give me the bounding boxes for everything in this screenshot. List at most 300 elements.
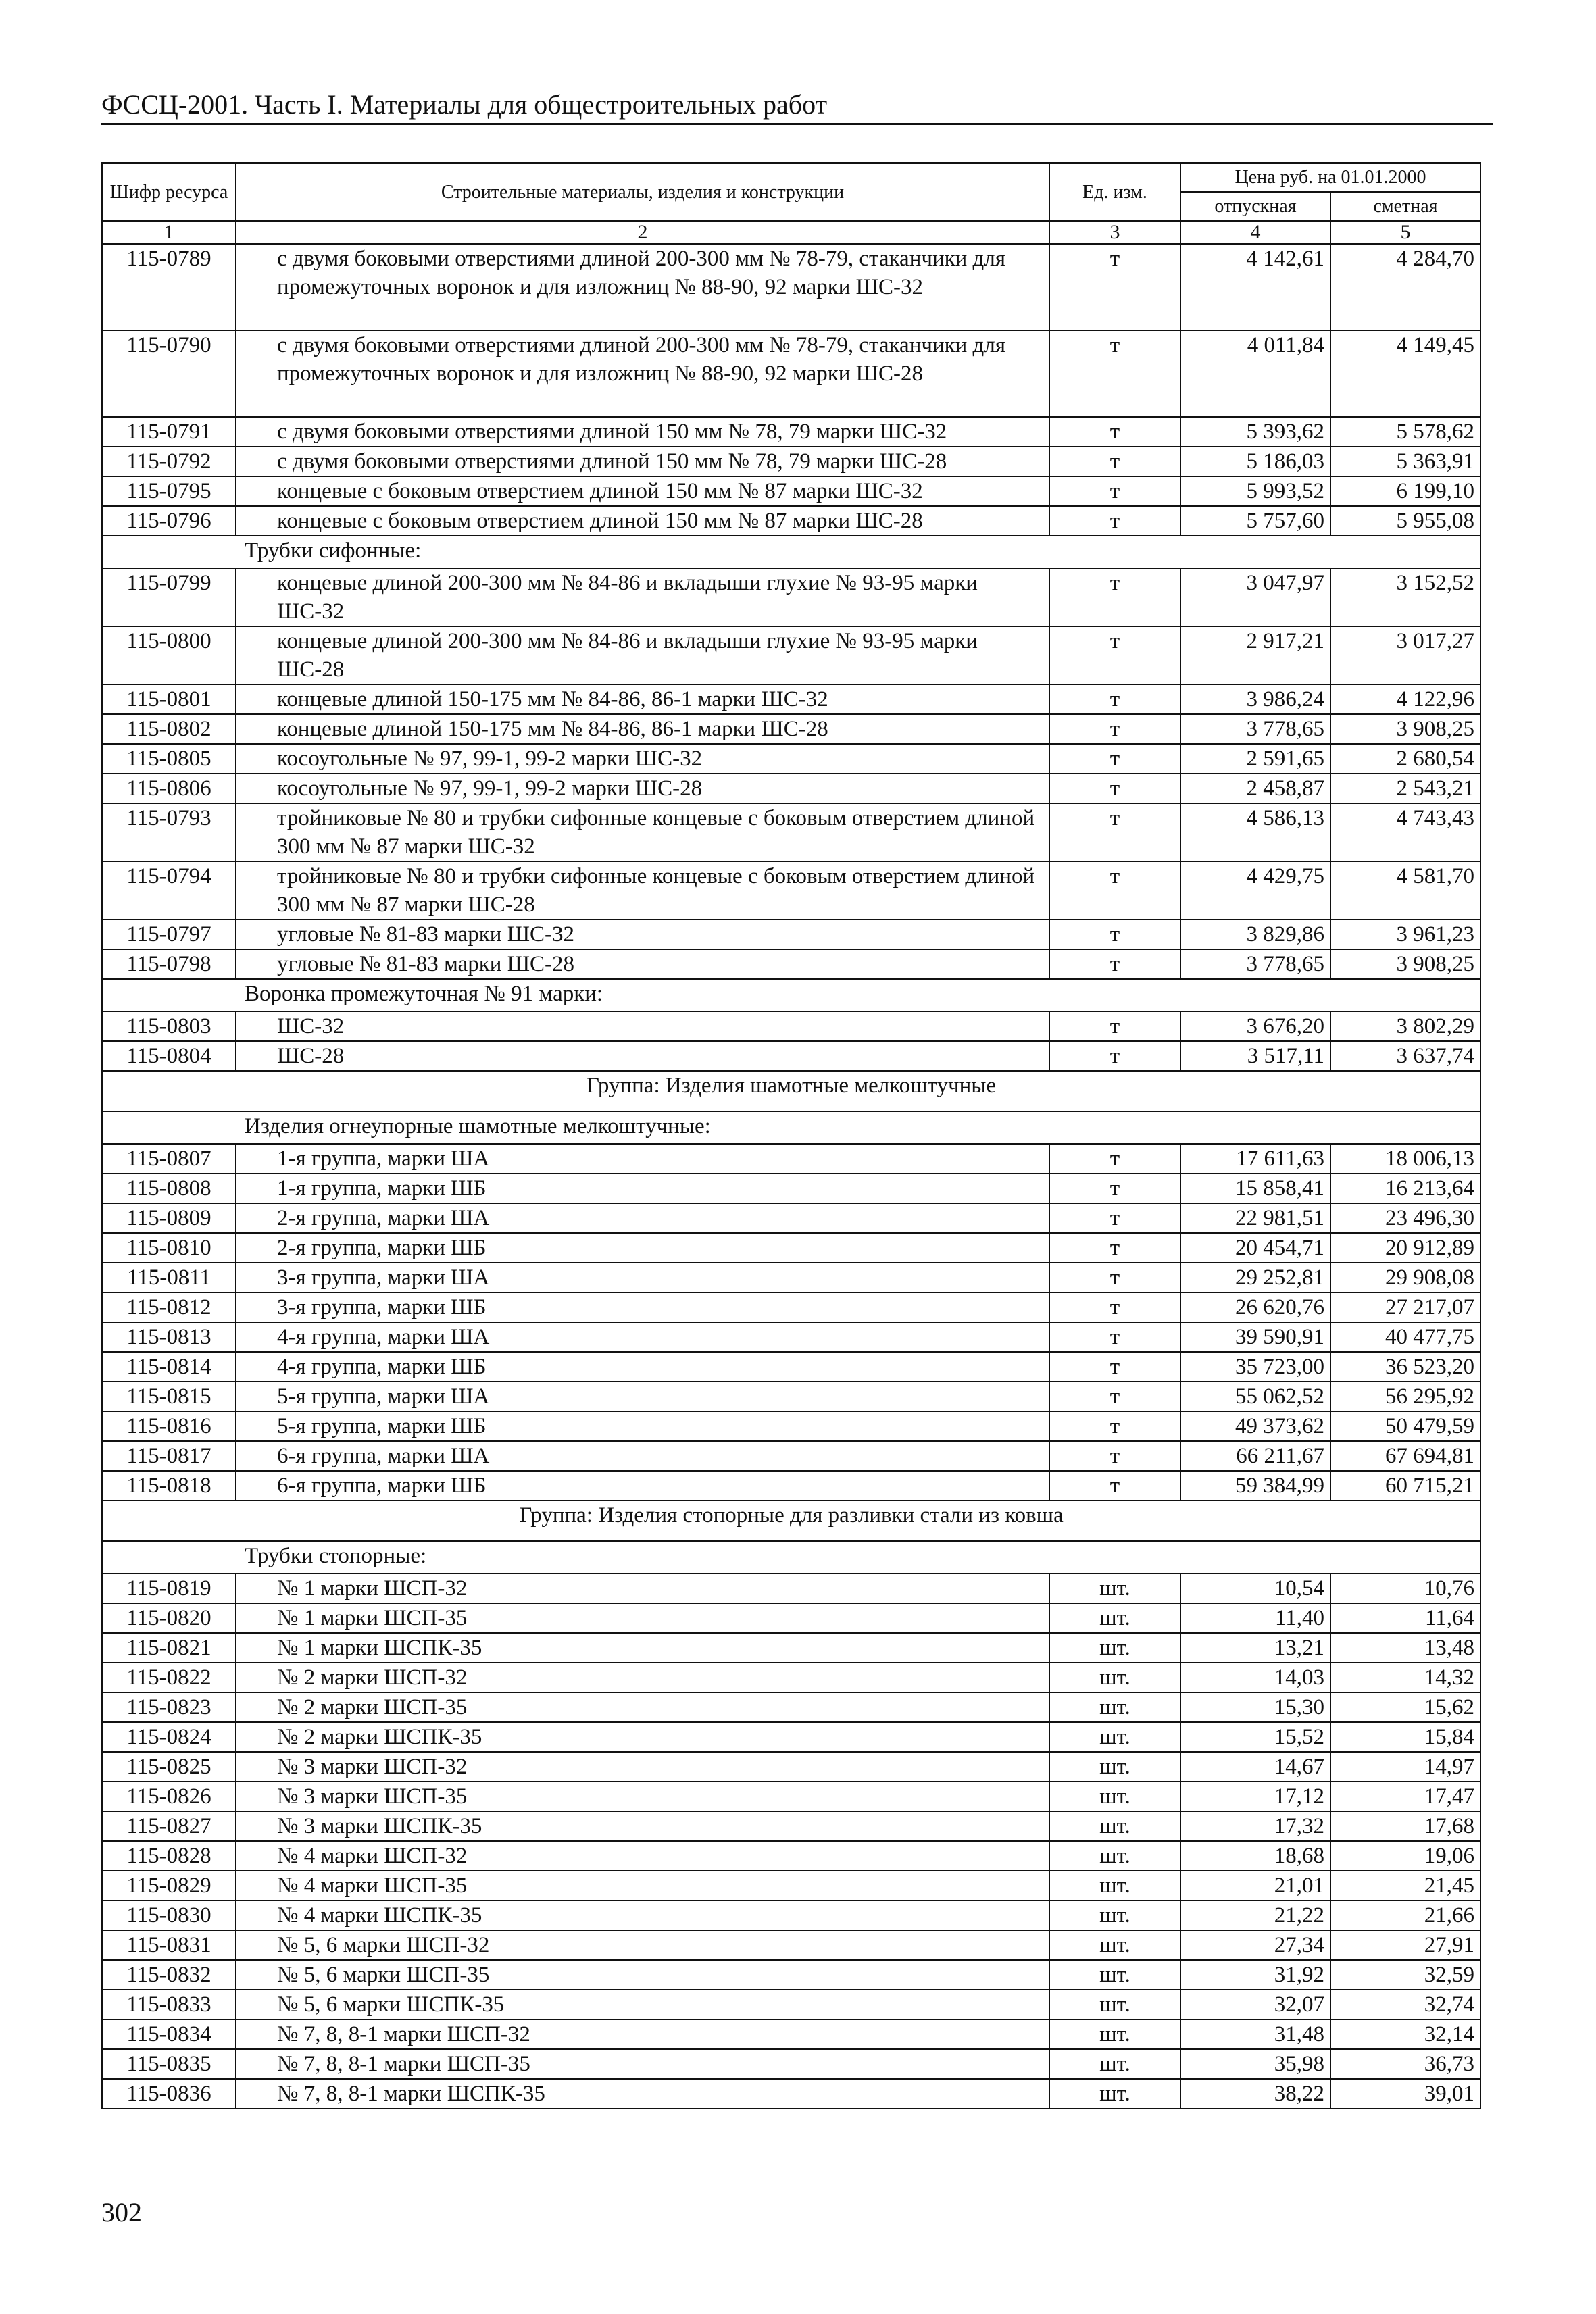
material-name-cell: с двумя боковыми отверстиями длиной 150 мм № 78, 79 марки ШС-28 <box>236 447 1049 476</box>
table-row <box>102 244 1480 330</box>
table-row <box>102 1263 1480 1292</box>
resource-code-cell: 115-0798 <box>102 949 236 979</box>
material-name-cell: ШС-32 <box>236 1011 1049 1041</box>
material-name-cell: с двумя боковыми отверстиями длиной 200-300 мм № 78-79, стаканчики для промежуточных воронок и для изложниц № 88-90, 92 марки ШС-32 <box>236 244 1049 330</box>
resource-code-cell: 115-0828 <box>102 1841 236 1871</box>
estimate-price-cell: 18 006,13 <box>1330 1144 1480 1174</box>
table-row <box>102 2079 1480 2109</box>
unit-cell: т <box>1049 1203 1180 1233</box>
estimate-price-cell: 14,32 <box>1330 1663 1480 1692</box>
table-row <box>102 684 1480 714</box>
column-number: 3 <box>1049 221 1180 244</box>
table-row <box>102 1203 1480 1233</box>
material-name-cell: 3-я группа, марки ШБ <box>236 1292 1049 1322</box>
unit-cell: т <box>1049 626 1180 684</box>
estimate-price-cell: 3 152,52 <box>1330 568 1480 626</box>
unit-cell: т <box>1049 1441 1180 1471</box>
column-number: 5 <box>1330 221 1480 244</box>
unit-cell: т <box>1049 568 1180 626</box>
resource-code-cell: 115-0789 <box>102 244 236 330</box>
resource-code-cell: 115-0816 <box>102 1411 236 1441</box>
estimate-price-cell: 10,76 <box>1330 1574 1480 1603</box>
estimate-price-cell: 11,64 <box>1330 1603 1480 1633</box>
unit-cell: т <box>1049 803 1180 861</box>
table-row <box>102 1292 1480 1322</box>
table-row <box>102 568 1480 626</box>
column-number: 4 <box>1180 221 1330 244</box>
release-price-cell: 2 458,87 <box>1180 774 1330 803</box>
table-row <box>102 1144 1480 1174</box>
header-code: Шифр ресурса <box>102 163 236 221</box>
table-row <box>102 1990 1480 2019</box>
unit-cell: т <box>1049 1041 1180 1071</box>
release-price-cell: 2 917,21 <box>1180 626 1330 684</box>
material-name-cell: концевые длиной 200-300 мм № 84-86 и вкладыши глухие № 93-95 марки ШС-32 <box>236 568 1049 626</box>
material-name-cell: № 1 марки ШСП-35 <box>236 1603 1049 1633</box>
table-row <box>102 1233 1480 1263</box>
release-price-cell: 5 993,52 <box>1180 476 1330 506</box>
unit-cell: т <box>1049 949 1180 979</box>
estimate-price-cell: 21,66 <box>1330 1901 1480 1930</box>
resource-code-cell: 115-0835 <box>102 2049 236 2079</box>
column-number: 1 <box>102 221 236 244</box>
material-name-cell: косоугольные № 97, 99-1, 99-2 марки ШС-28 <box>236 774 1049 803</box>
table-row <box>102 476 1480 506</box>
estimate-price-cell: 3 908,25 <box>1330 949 1480 979</box>
material-name-cell: № 4 марки ШСП-32 <box>236 1841 1049 1871</box>
material-name-cell: № 1 марки ШСПК-35 <box>236 1633 1049 1663</box>
unit-cell: шт. <box>1049 2049 1180 2079</box>
material-name-cell: косоугольные № 97, 99-1, 99-2 марки ШС-32 <box>236 744 1049 774</box>
material-name-cell: № 5, 6 марки ШСП-35 <box>236 1960 1049 1990</box>
table-body <box>102 244 1480 2109</box>
unit-cell: шт. <box>1049 1930 1180 1960</box>
release-price-cell: 27,34 <box>1180 1930 1330 1960</box>
material-name-cell: № 3 марки ШСПК-35 <box>236 1811 1049 1841</box>
table-row <box>102 1930 1480 1960</box>
release-price-cell: 5 757,60 <box>1180 506 1330 536</box>
unit-cell: т <box>1049 861 1180 920</box>
release-price-cell: 35,98 <box>1180 2049 1330 2079</box>
page-number: 302 <box>101 2197 142 2228</box>
release-price-cell: 18,68 <box>1180 1841 1330 1871</box>
group-title: Группа: Изделия шамотные мелкоштучные <box>102 1071 1480 1111</box>
resource-code-cell: 115-0801 <box>102 684 236 714</box>
material-name-cell: 1-я группа, марки ША <box>236 1144 1049 1174</box>
resource-code-cell: 115-0790 <box>102 330 236 417</box>
release-price-cell: 17,12 <box>1180 1782 1330 1811</box>
resource-code-cell: 115-0805 <box>102 744 236 774</box>
estimate-price-cell: 4 581,70 <box>1330 861 1480 920</box>
resource-code-cell: 115-0795 <box>102 476 236 506</box>
unit-cell: т <box>1049 1144 1180 1174</box>
table-row <box>102 1633 1480 1663</box>
unit-cell: т <box>1049 476 1180 506</box>
material-name-cell: № 1 марки ШСП-32 <box>236 1574 1049 1603</box>
release-price-cell: 21,01 <box>1180 1871 1330 1901</box>
unit-cell: шт. <box>1049 1841 1180 1871</box>
material-name-cell: 5-я группа, марки ШБ <box>236 1411 1049 1441</box>
header-unit: Ед. изм. <box>1049 163 1180 221</box>
table-row <box>102 330 1480 417</box>
table-row <box>102 1352 1480 1382</box>
unit-cell: т <box>1049 1174 1180 1203</box>
unit-cell: шт. <box>1049 1752 1180 1782</box>
unit-cell: шт. <box>1049 1871 1180 1901</box>
subgroup-title: Воронка промежуточная № 91 марки: <box>102 979 1480 1011</box>
unit-cell: т <box>1049 1382 1180 1411</box>
material-name-cell: концевые длиной 200-300 мм № 84-86 и вкладыши глухие № 93-95 марки ШС-28 <box>236 626 1049 684</box>
material-name-cell: ШС-28 <box>236 1041 1049 1071</box>
material-name-cell: № 5, 6 марки ШСП-32 <box>236 1930 1049 1960</box>
material-name-cell: 3-я группа, марки ША <box>236 1263 1049 1292</box>
estimate-price-cell: 40 477,75 <box>1330 1322 1480 1352</box>
table-row <box>102 1782 1480 1811</box>
resource-code-cell: 115-0821 <box>102 1633 236 1663</box>
release-price-cell: 66 211,67 <box>1180 1441 1330 1471</box>
estimate-price-cell: 56 295,92 <box>1330 1382 1480 1411</box>
release-price-cell: 17 611,63 <box>1180 1144 1330 1174</box>
material-name-cell: № 5, 6 марки ШСПК-35 <box>236 1990 1049 2019</box>
release-price-cell: 4 142,61 <box>1180 244 1330 330</box>
resource-code-cell: 115-0832 <box>102 1960 236 1990</box>
release-price-cell: 39 590,91 <box>1180 1322 1330 1352</box>
release-price-cell: 4 586,13 <box>1180 803 1330 861</box>
estimate-price-cell: 50 479,59 <box>1330 1411 1480 1441</box>
estimate-price-cell: 67 694,81 <box>1330 1441 1480 1471</box>
resource-code-cell: 115-0822 <box>102 1663 236 1692</box>
subgroup-row <box>102 979 1480 1011</box>
material-name-cell: 4-я группа, марки ША <box>236 1322 1049 1352</box>
estimate-price-cell: 20 912,89 <box>1330 1233 1480 1263</box>
unit-cell: шт. <box>1049 1990 1180 2019</box>
estimate-price-cell: 5 955,08 <box>1330 506 1480 536</box>
unit-cell: т <box>1049 774 1180 803</box>
estimate-price-cell: 4 149,45 <box>1330 330 1480 417</box>
estimate-price-cell: 3 802,29 <box>1330 1011 1480 1041</box>
table-row <box>102 1663 1480 1692</box>
release-price-cell: 3 517,11 <box>1180 1041 1330 1071</box>
table-row <box>102 2019 1480 2049</box>
resource-code-cell: 115-0797 <box>102 920 236 949</box>
material-name-cell: тройниковые № 80 и трубки сифонные концевые с боковым отверстием длиной 300 мм № 87 марки ШС-32 <box>236 803 1049 861</box>
material-name-cell: № 4 марки ШСПК-35 <box>236 1901 1049 1930</box>
resource-code-cell: 115-0806 <box>102 774 236 803</box>
material-name-cell: угловые № 81-83 марки ШС-32 <box>236 920 1049 949</box>
unit-cell: шт. <box>1049 1603 1180 1633</box>
estimate-price-cell: 4 122,96 <box>1330 684 1480 714</box>
unit-cell: т <box>1049 1471 1180 1501</box>
unit-cell: т <box>1049 684 1180 714</box>
material-name-cell: № 7, 8, 8-1 марки ШСП-32 <box>236 2019 1049 2049</box>
table-row <box>102 1382 1480 1411</box>
group-row <box>102 1501 1480 1541</box>
resource-code-cell: 115-0831 <box>102 1930 236 1960</box>
resource-code-cell: 115-0792 <box>102 447 236 476</box>
material-name-cell: 6-я группа, марки ША <box>236 1441 1049 1471</box>
material-name-cell: 4-я группа, марки ШБ <box>236 1352 1049 1382</box>
unit-cell: шт. <box>1049 2079 1180 2109</box>
table-row <box>102 626 1480 684</box>
table-row <box>102 1174 1480 1203</box>
release-price-cell: 15 858,41 <box>1180 1174 1330 1203</box>
table-row <box>102 920 1480 949</box>
material-name-cell: 5-я группа, марки ША <box>236 1382 1049 1411</box>
release-price-cell: 31,48 <box>1180 2019 1330 2049</box>
subgroup-row <box>102 1541 1480 1574</box>
table-row <box>102 1574 1480 1603</box>
resource-code-cell: 115-0804 <box>102 1041 236 1071</box>
resource-code-cell: 115-0815 <box>102 1382 236 1411</box>
material-name-cell: с двумя боковыми отверстиями длиной 150 мм № 78, 79 марки ШС-32 <box>236 417 1049 447</box>
resource-code-cell: 115-0823 <box>102 1692 236 1722</box>
table-row <box>102 447 1480 476</box>
column-number: 2 <box>236 221 1049 244</box>
unit-cell: шт. <box>1049 1692 1180 1722</box>
unit-cell: т <box>1049 417 1180 447</box>
estimate-price-cell: 27,91 <box>1330 1930 1480 1960</box>
estimate-price-cell: 3 961,23 <box>1330 920 1480 949</box>
resource-code-cell: 115-0803 <box>102 1011 236 1041</box>
unit-cell: шт. <box>1049 1633 1180 1663</box>
table-row <box>102 1441 1480 1471</box>
table-row <box>102 744 1480 774</box>
release-price-cell: 10,54 <box>1180 1574 1330 1603</box>
resource-code-cell: 115-0799 <box>102 568 236 626</box>
subgroup-title: Трубки сифонные: <box>102 536 1480 568</box>
estimate-price-cell: 6 199,10 <box>1330 476 1480 506</box>
resource-code-cell: 115-0820 <box>102 1603 236 1633</box>
table-row <box>102 1960 1480 1990</box>
table-row <box>102 1471 1480 1501</box>
release-price-cell: 5 186,03 <box>1180 447 1330 476</box>
table-row <box>102 1603 1480 1633</box>
release-price-cell: 35 723,00 <box>1180 1352 1330 1382</box>
estimate-price-cell: 2 543,21 <box>1330 774 1480 803</box>
release-price-cell: 55 062,52 <box>1180 1382 1330 1411</box>
unit-cell: т <box>1049 1292 1180 1322</box>
material-name-cell: концевые длиной 150-175 мм № 84-86, 86-1 марки ШС-32 <box>236 684 1049 714</box>
unit-cell: шт. <box>1049 1901 1180 1930</box>
resource-code-cell: 115-0800 <box>102 626 236 684</box>
table-row <box>102 714 1480 744</box>
table-row <box>102 2049 1480 2079</box>
resource-code-cell: 115-0793 <box>102 803 236 861</box>
unit-cell: т <box>1049 1233 1180 1263</box>
resource-code-cell: 115-0826 <box>102 1782 236 1811</box>
material-name-cell: тройниковые № 80 и трубки сифонные концевые с боковым отверстием длиной 300 мм № 87 марки ШС-28 <box>236 861 1049 920</box>
unit-cell: шт. <box>1049 1811 1180 1841</box>
material-name-cell: 6-я группа, марки ШБ <box>236 1471 1049 1501</box>
release-price-cell: 15,30 <box>1180 1692 1330 1722</box>
resource-code-cell: 115-0819 <box>102 1574 236 1603</box>
estimate-price-cell: 14,97 <box>1330 1752 1480 1782</box>
table-row <box>102 803 1480 861</box>
release-price-cell: 4 429,75 <box>1180 861 1330 920</box>
estimate-price-cell: 4 284,70 <box>1330 244 1480 330</box>
unit-cell: т <box>1049 1411 1180 1441</box>
resource-code-cell: 115-0818 <box>102 1471 236 1501</box>
table-row <box>102 1871 1480 1901</box>
material-name-cell: 2-я группа, марки ШБ <box>236 1233 1049 1263</box>
estimate-price-cell: 3 637,74 <box>1330 1041 1480 1071</box>
group-title: Группа: Изделия стопорные для разливки стали из ковша <box>102 1501 1480 1541</box>
release-price-cell: 38,22 <box>1180 2079 1330 2109</box>
release-price-cell: 31,92 <box>1180 1960 1330 1990</box>
release-price-cell: 15,52 <box>1180 1722 1330 1752</box>
estimate-price-cell: 36,73 <box>1330 2049 1480 2079</box>
table-row <box>102 1041 1480 1071</box>
resource-code-cell: 115-0817 <box>102 1441 236 1471</box>
unit-cell: шт. <box>1049 1663 1180 1692</box>
release-price-cell: 59 384,99 <box>1180 1471 1330 1501</box>
unit-cell: т <box>1049 330 1180 417</box>
estimate-price-cell: 32,14 <box>1330 2019 1480 2049</box>
subgroup-title: Трубки стопорные: <box>102 1541 1480 1574</box>
material-name-cell: 1-я группа, марки ШБ <box>236 1174 1049 1203</box>
release-price-cell: 26 620,76 <box>1180 1292 1330 1322</box>
resource-code-cell: 115-0812 <box>102 1292 236 1322</box>
estimate-price-cell: 21,45 <box>1330 1871 1480 1901</box>
resource-code-cell: 115-0791 <box>102 417 236 447</box>
release-price-cell: 3 778,65 <box>1180 949 1330 979</box>
release-price-cell: 14,03 <box>1180 1663 1330 1692</box>
estimate-price-cell: 4 743,43 <box>1330 803 1480 861</box>
estimate-price-cell: 29 908,08 <box>1330 1263 1480 1292</box>
estimate-price-cell: 3 908,25 <box>1330 714 1480 744</box>
resource-code-cell: 115-0794 <box>102 861 236 920</box>
unit-cell: т <box>1049 714 1180 744</box>
unit-cell: т <box>1049 1011 1180 1041</box>
release-price-cell: 49 373,62 <box>1180 1411 1330 1441</box>
estimate-price-cell: 5 363,91 <box>1330 447 1480 476</box>
table-row <box>102 1411 1480 1441</box>
estimate-price-cell: 36 523,20 <box>1330 1352 1480 1382</box>
table-row <box>102 1322 1480 1352</box>
release-price-cell: 22 981,51 <box>1180 1203 1330 1233</box>
resource-code-cell: 115-0811 <box>102 1263 236 1292</box>
resource-code-cell: 115-0833 <box>102 1990 236 2019</box>
estimate-price-cell: 19,06 <box>1330 1841 1480 1871</box>
release-price-cell: 14,67 <box>1180 1752 1330 1782</box>
resource-code-cell: 115-0834 <box>102 2019 236 2049</box>
header-estimate-price: сметная <box>1330 192 1480 221</box>
header-price: Цена руб. на 01.01.2000 <box>1180 163 1480 192</box>
table-row <box>102 861 1480 920</box>
running-head: ФССЦ-2001. Часть I. Материалы для общестроительных работ <box>101 88 1493 125</box>
resource-code-cell: 115-0808 <box>102 1174 236 1203</box>
estimate-price-cell: 17,68 <box>1330 1811 1480 1841</box>
table-row <box>102 1901 1480 1930</box>
material-name-cell: № 2 марки ШСП-32 <box>236 1663 1049 1692</box>
unit-cell: шт. <box>1049 1574 1180 1603</box>
estimate-price-cell: 13,48 <box>1330 1633 1480 1663</box>
release-price-cell: 11,40 <box>1180 1603 1330 1633</box>
resource-code-cell: 115-0827 <box>102 1811 236 1841</box>
table-row <box>102 774 1480 803</box>
estimate-price-cell: 17,47 <box>1330 1782 1480 1811</box>
resource-code-cell: 115-0824 <box>102 1722 236 1752</box>
unit-cell: шт. <box>1049 1960 1180 1990</box>
material-name-cell: № 2 марки ШСПК-35 <box>236 1722 1049 1752</box>
release-price-cell: 2 591,65 <box>1180 744 1330 774</box>
unit-cell: т <box>1049 447 1180 476</box>
estimate-price-cell: 39,01 <box>1330 2079 1480 2109</box>
header-name: Строительные материалы, изделия и конструкции <box>236 163 1049 221</box>
table-row <box>102 1811 1480 1841</box>
release-price-cell: 20 454,71 <box>1180 1233 1330 1263</box>
material-name-cell: № 7, 8, 8-1 марки ШСПК-35 <box>236 2079 1049 2109</box>
table-row <box>102 949 1480 979</box>
resource-code-cell: 115-0830 <box>102 1901 236 1930</box>
estimate-price-cell: 60 715,21 <box>1330 1471 1480 1501</box>
release-price-cell: 3 829,86 <box>1180 920 1330 949</box>
table-row <box>102 1011 1480 1041</box>
table-row <box>102 1841 1480 1871</box>
material-name-cell: с двумя боковыми отверстиями длиной 200-300 мм № 78-79, стаканчики для промежуточных воронок и для изложниц № 88-90, 92 марки ШС-28 <box>236 330 1049 417</box>
material-name-cell: концевые с боковым отверстием длиной 150 мм № 87 марки ШС-28 <box>236 506 1049 536</box>
estimate-price-cell: 2 680,54 <box>1330 744 1480 774</box>
unit-cell: т <box>1049 1263 1180 1292</box>
material-name-cell: угловые № 81-83 марки ШС-28 <box>236 949 1049 979</box>
release-price-cell: 3 778,65 <box>1180 714 1330 744</box>
resource-code-cell: 115-0836 <box>102 2079 236 2109</box>
estimate-price-cell: 15,62 <box>1330 1692 1480 1722</box>
resource-code-cell: 115-0810 <box>102 1233 236 1263</box>
table-row <box>102 417 1480 447</box>
release-price-cell: 32,07 <box>1180 1990 1330 2019</box>
header-release-price: отпускная <box>1180 192 1330 221</box>
release-price-cell: 29 252,81 <box>1180 1263 1330 1292</box>
unit-cell: т <box>1049 920 1180 949</box>
resource-code-cell: 115-0825 <box>102 1752 236 1782</box>
release-price-cell: 17,32 <box>1180 1811 1330 1841</box>
unit-cell: т <box>1049 1352 1180 1382</box>
estimate-price-cell: 3 017,27 <box>1330 626 1480 684</box>
price-table <box>101 162 1481 2109</box>
subgroup-title: Изделия огнеупорные шамотные мелкоштучные: <box>102 1111 1480 1144</box>
group-row <box>102 1071 1480 1111</box>
release-price-cell: 5 393,62 <box>1180 417 1330 447</box>
unit-cell: шт. <box>1049 1722 1180 1752</box>
material-name-cell: № 4 марки ШСП-35 <box>236 1871 1049 1901</box>
unit-cell: т <box>1049 244 1180 330</box>
resource-code-cell: 115-0807 <box>102 1144 236 1174</box>
release-price-cell: 21,22 <box>1180 1901 1330 1930</box>
unit-cell: шт. <box>1049 1782 1180 1811</box>
release-price-cell: 3 986,24 <box>1180 684 1330 714</box>
material-name-cell: концевые длиной 150-175 мм № 84-86, 86-1 марки ШС-28 <box>236 714 1049 744</box>
estimate-price-cell: 23 496,30 <box>1330 1203 1480 1233</box>
unit-cell: т <box>1049 1322 1180 1352</box>
resource-code-cell: 115-0796 <box>102 506 236 536</box>
material-name-cell: 2-я группа, марки ША <box>236 1203 1049 1233</box>
estimate-price-cell: 15,84 <box>1330 1722 1480 1752</box>
estimate-price-cell: 32,74 <box>1330 1990 1480 2019</box>
release-price-cell: 3 047,97 <box>1180 568 1330 626</box>
table-row <box>102 1722 1480 1752</box>
unit-cell: т <box>1049 506 1180 536</box>
material-name-cell: № 3 марки ШСП-32 <box>236 1752 1049 1782</box>
material-name-cell: № 2 марки ШСП-35 <box>236 1692 1049 1722</box>
resource-code-cell: 115-0814 <box>102 1352 236 1382</box>
resource-code-cell: 115-0829 <box>102 1871 236 1901</box>
resource-code-cell: 115-0802 <box>102 714 236 744</box>
material-name-cell: № 7, 8, 8-1 марки ШСП-35 <box>236 2049 1049 2079</box>
material-name-cell: № 3 марки ШСП-35 <box>236 1782 1049 1811</box>
table-row <box>102 1692 1480 1722</box>
unit-cell: т <box>1049 744 1180 774</box>
